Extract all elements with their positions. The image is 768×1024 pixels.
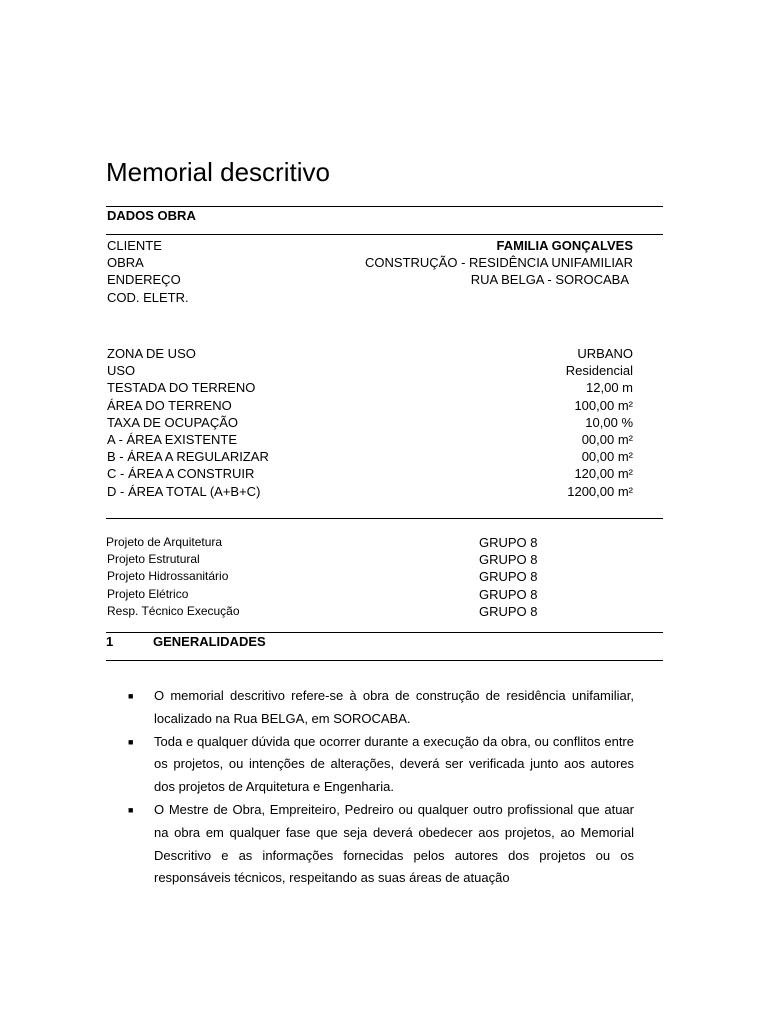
row-label: Resp. Técnico Execução bbox=[107, 603, 240, 618]
divider-section-bottom bbox=[106, 660, 663, 661]
list-item bbox=[128, 685, 634, 731]
projeto-row bbox=[106, 603, 556, 620]
row-value: GRUPO 8 bbox=[479, 569, 538, 585]
row-label: ENDEREÇO bbox=[107, 272, 181, 288]
terreno-row bbox=[107, 414, 633, 431]
row-value: GRUPO 8 bbox=[479, 535, 538, 550]
row-value: 10,00 % bbox=[585, 414, 633, 430]
section-number: 1 bbox=[106, 634, 114, 649]
projeto-row bbox=[106, 568, 556, 585]
dados-obra-row-cod-eletr bbox=[107, 289, 633, 306]
row-label: Projeto de Arquitetura bbox=[106, 535, 223, 549]
row-label: Projeto Hidrossanitário bbox=[107, 569, 229, 584]
terreno-row bbox=[107, 397, 633, 414]
row-label: COD. ELETR. bbox=[107, 289, 189, 305]
row-value: GRUPO 8 bbox=[479, 586, 538, 602]
list-item-text: O memorial descritivo refere-se à obra de construção de residência unifamiliar, localizado na Rua BELGA, em SOROCABA. bbox=[154, 688, 634, 726]
square-bullet-icon: ■ bbox=[128, 736, 134, 747]
dados-obra-row-obra bbox=[107, 254, 633, 271]
row-label: C - ÁREA A CONSTRUIR bbox=[107, 466, 255, 482]
projetos-table bbox=[106, 534, 556, 620]
dados-obra-heading: DADOS OBRA bbox=[107, 208, 196, 223]
list-item bbox=[128, 731, 634, 799]
row-value: 00,00 m² bbox=[581, 431, 633, 447]
terreno-row bbox=[107, 345, 633, 362]
terreno-row bbox=[107, 379, 633, 396]
row-label: TESTADA DO TERRENO bbox=[107, 380, 256, 396]
row-label: Projeto Elétrico bbox=[107, 586, 189, 601]
dados-obra-row-cliente bbox=[107, 237, 633, 254]
row-value: FAMILIA GONÇALVES bbox=[496, 238, 633, 253]
document-title: Memorial descritivo bbox=[106, 157, 330, 187]
row-value: Residencial bbox=[565, 363, 633, 379]
row-value: URBANO bbox=[577, 346, 633, 361]
square-bullet-icon: ■ bbox=[128, 804, 134, 815]
list-item bbox=[128, 799, 634, 890]
row-value: GRUPO 8 bbox=[479, 603, 538, 619]
projeto-row bbox=[106, 551, 556, 568]
square-bullet-icon: ■ bbox=[128, 691, 134, 701]
terreno-table bbox=[107, 345, 633, 500]
terreno-row bbox=[107, 431, 633, 448]
row-label: USO bbox=[107, 363, 136, 379]
projeto-row bbox=[106, 534, 556, 551]
row-value: 1200,00 m² bbox=[567, 483, 633, 499]
dados-obra-table bbox=[107, 237, 633, 306]
row-value: 00,00 m² bbox=[581, 449, 633, 465]
row-value: CONSTRUÇÃO - RESIDÊNCIA UNIFAMILIAR bbox=[365, 255, 633, 271]
terreno-row bbox=[107, 448, 633, 465]
dados-obra-row-endereco bbox=[107, 271, 633, 288]
row-label: CLIENTE bbox=[107, 238, 162, 253]
generalidades-list bbox=[128, 685, 634, 890]
section-title: GENERALIDADES bbox=[153, 634, 266, 649]
row-value: 120,00 m² bbox=[574, 466, 633, 482]
row-label: D - ÁREA TOTAL (A+B+C) bbox=[107, 483, 261, 499]
row-label: ÁREA DO TERRENO bbox=[107, 397, 232, 413]
row-label: ZONA DE USO bbox=[107, 346, 196, 361]
row-value: RUA BELGA - SOROCABA bbox=[470, 272, 629, 288]
row-label: OBRA bbox=[107, 255, 144, 271]
list-item-text: O Mestre de Obra, Empreiteiro, Pedreiro ou qualquer outro profissional que atuar na obra em qualquer fase que seja deverá obedecer aos projetos, ao Memorial Descritivo e as informações fornecidas pelos autores dos projetos ou os responsáveis técnicos, respeitando as suas áreas de atuação bbox=[154, 801, 634, 886]
terreno-row bbox=[107, 362, 633, 379]
divider-dados-obra bbox=[106, 234, 663, 235]
list-item-text: Toda e qualquer dúvida que ocorrer durante a execução da obra, ou conflitos entre os projetos, ou intenções de alterações, deverá ser verificada junto aos autores dos projetos de Arquitetura e Engenharia. bbox=[154, 733, 634, 795]
row-value: 12,00 m bbox=[586, 380, 633, 396]
row-label: B - ÁREA A REGULARIZAR bbox=[107, 449, 269, 465]
terreno-row bbox=[107, 465, 633, 482]
row-label: TAXA DE OCUPAÇÃO bbox=[107, 414, 238, 430]
divider-projetos bbox=[106, 518, 663, 519]
row-value: 100,00 m² bbox=[574, 397, 633, 413]
row-value: GRUPO 8 bbox=[479, 552, 538, 568]
projeto-row bbox=[106, 586, 556, 603]
terreno-row bbox=[107, 483, 633, 500]
row-label: Projeto Estrutural bbox=[107, 552, 200, 567]
row-label: A - ÁREA EXISTENTE bbox=[107, 431, 238, 447]
